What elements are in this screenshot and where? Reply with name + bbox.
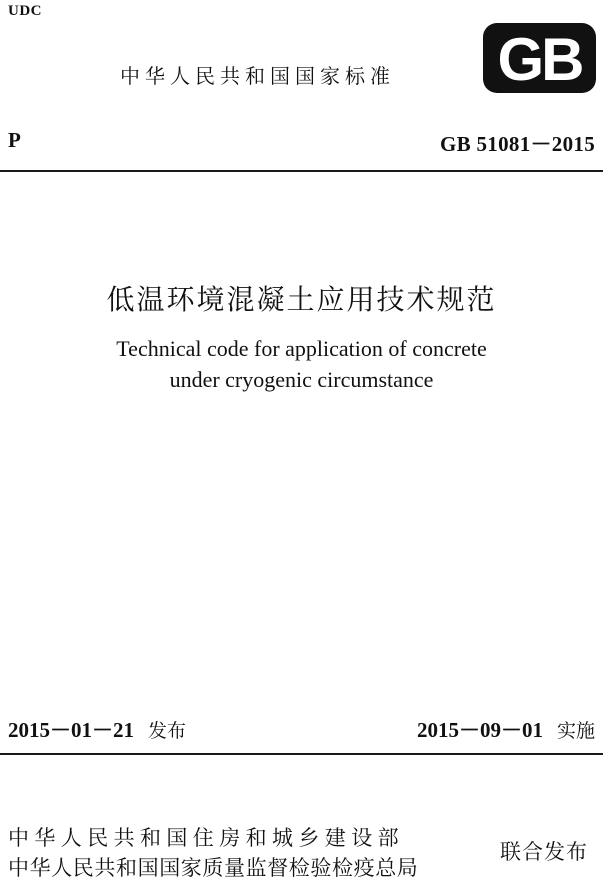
issue-label: 发布: [148, 720, 187, 742]
bottom-divider: [0, 753, 603, 755]
issue-date-block: [8, 714, 186, 744]
category-code: P: [8, 128, 21, 152]
publisher-line1: 中华人民共和国住房和城乡建设部: [8, 826, 404, 850]
gb-logo: [482, 22, 597, 94]
title-english-line1: Technical code for application of concrete: [116, 336, 487, 361]
svg-text:GB: GB: [497, 26, 582, 93]
implement-label: 实施: [556, 720, 595, 742]
top-divider: [0, 170, 603, 172]
title-english-line2: under cryogenic circumstance: [169, 367, 434, 392]
title-chinese: 低温环境混凝土应用技术规范: [106, 283, 497, 316]
issue-date: 2015－01－21: [8, 718, 134, 742]
implement-date: 2015－09－01: [416, 718, 543, 742]
implement-date-block: [417, 714, 595, 744]
udc-label: UDC: [8, 3, 42, 19]
joint-publish-label: 联合发布: [500, 840, 588, 864]
standard-code: GB 51081－2015: [440, 132, 595, 156]
national-standard-heading: 中华人民共和国国家标准: [120, 64, 395, 88]
publisher-line2: 中华人民共和国国家质量监督检验检疫总局: [8, 856, 419, 880]
